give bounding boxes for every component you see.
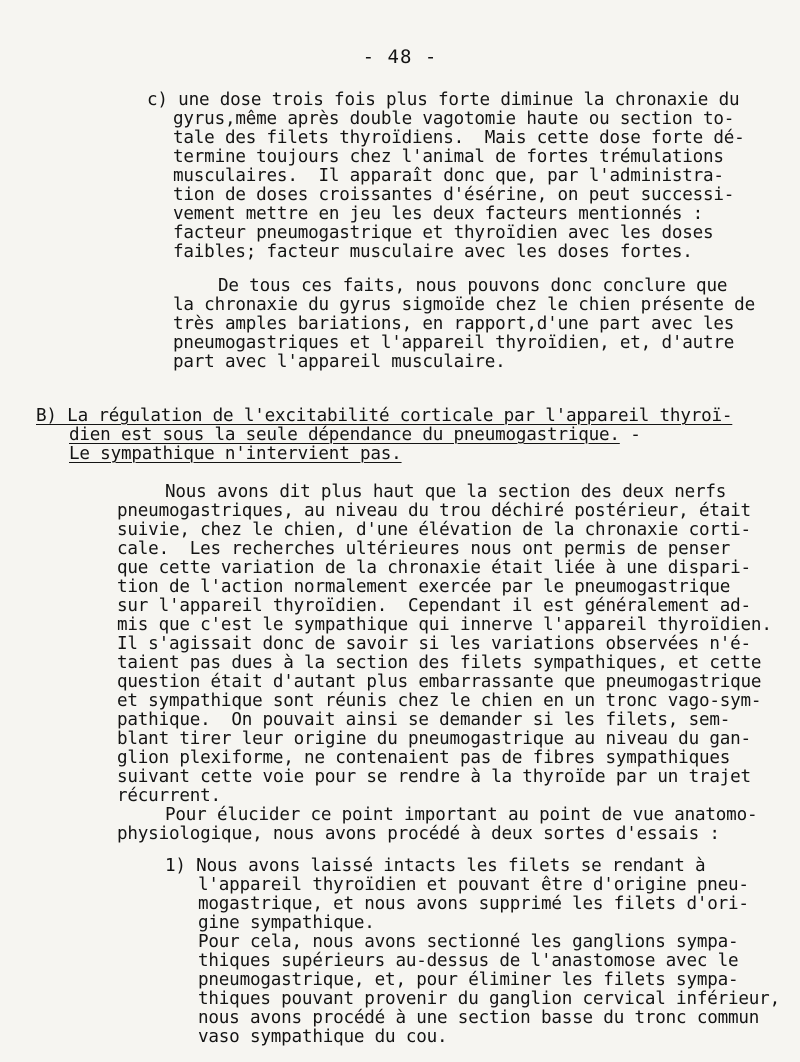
- text-line: l'appareil thyroïdien et pouvant être d'origine pneu-: [198, 875, 749, 895]
- text-line: glion plexiforme, ne contenaient pas de fibres sympathiques: [117, 748, 731, 768]
- text-line: nous avons procédé à une section basse du tronc commun: [198, 1008, 760, 1028]
- text-line: sur l'appareil thyroïdien. Cependant il est généralement ad-: [117, 596, 751, 616]
- text-line: suivant cette voie pour se rendre à la thyroïde par un trajet: [117, 767, 751, 787]
- text-line: taient pas dues à la section des filets sympathiques, et cette: [117, 653, 762, 673]
- text-line: De tous ces faits, nous pouvons donc conclure que: [218, 276, 728, 296]
- text-line: vaso sympathique du cou.: [198, 1027, 448, 1047]
- text-line: musculaires. Il apparaît donc que, par l'administra-: [173, 166, 724, 186]
- text-line: question était d'autant plus embarrassante que pneumogastrique: [117, 672, 762, 692]
- text-line: Nous avons dit plus haut que la section des deux nerfs: [165, 482, 727, 502]
- text-line: tion de l'action normalement exercée par le pneumogastrique: [117, 577, 731, 597]
- text-line: pneumogastriques, au niveau du trou déchiré postérieur, était: [117, 501, 751, 521]
- section-heading-line: B) La régulation de l'excitabilité corticale par l'appareil thyroï-: [36, 406, 733, 426]
- text-line: cale. Les recherches ultérieures nous ont permis de penser: [117, 539, 731, 559]
- text-line: pneumogastriques et l'appareil thyroïdien, et, d'autre: [173, 333, 735, 353]
- section-heading-line: dien est sous la seule dépendance du pneumogastrique. -: [69, 425, 641, 445]
- text-line: que cette variation de la chronaxie était liée à une dispari-: [117, 558, 751, 578]
- text-line: thiques pouvant provenir du ganglion cervical inférieur,: [198, 989, 780, 1009]
- text-line: et sympathique sont réunis chez le chien en un tronc vago-sym-: [117, 691, 762, 711]
- text-line: 1) Nous avons laissé intacts les filets se rendant à: [165, 856, 706, 876]
- text-line: gyrus,même après double vagotomie haute ou section to-: [173, 109, 735, 129]
- text-line: suivie, chez le chien, d'une élévation de la chronaxie corti-: [117, 520, 751, 540]
- text-line: faibles; facteur musculaire avec les doses fortes.: [173, 242, 693, 262]
- text-line: récurrent.: [117, 786, 221, 806]
- text-line: pathique. On pouvait ainsi se demander si les filets, sem-: [117, 710, 731, 730]
- text-line: très amples bariations, en rapport,d'une part avec les: [173, 314, 735, 334]
- text-line: mogastrique, et nous avons supprimé les filets d'ori-: [198, 894, 749, 914]
- text-line: Il s'agissait donc de savoir si les variations observées n'é-: [117, 634, 751, 654]
- text-line: facteur pneumogastrique et thyroïdien avec les doses: [173, 223, 714, 243]
- text-line: blant tirer leur origine du pneumogastrique au niveau du gan-: [117, 729, 751, 749]
- text-line: la chronaxie du gyrus sigmoïde chez le chien présente de: [173, 295, 755, 315]
- text-line: Pour élucider ce point important au point de vue anatomo-: [165, 805, 758, 825]
- text-line: part avec l'appareil musculaire.: [173, 352, 506, 372]
- page-number: - 48 -: [362, 46, 438, 68]
- text-line: pneumogastrique, et, pour éliminer les filets sympa-: [198, 970, 739, 990]
- text-line: termine toujours chez l'animal de fortes trémulations: [173, 147, 724, 167]
- text-line: Pour cela, nous avons sectionné les ganglions sympa-: [198, 932, 739, 952]
- text-line: vement mettre en jeu les deux facteurs mentionnés :: [173, 204, 704, 224]
- text-line: tion de doses croissantes d'ésérine, on peut successi-: [173, 185, 735, 205]
- text-line: tale des filets thyroïdiens. Mais cette dose forte dé-: [173, 128, 745, 148]
- section-heading-line: Le sympathique n'intervient pas.: [69, 444, 402, 464]
- text-line: c) une dose trois fois plus forte diminue la chronaxie du: [147, 90, 740, 110]
- text-line: gine sympathique.: [198, 913, 375, 933]
- text-line: physiologique, nous avons procédé à deux sortes d'essais :: [117, 824, 720, 844]
- text-line: mis que c'est le sympathique qui innerve l'appareil thyroïdien.: [117, 615, 772, 635]
- text-line: thiques supérieurs au-dessus de l'anastomose avec le: [198, 951, 739, 971]
